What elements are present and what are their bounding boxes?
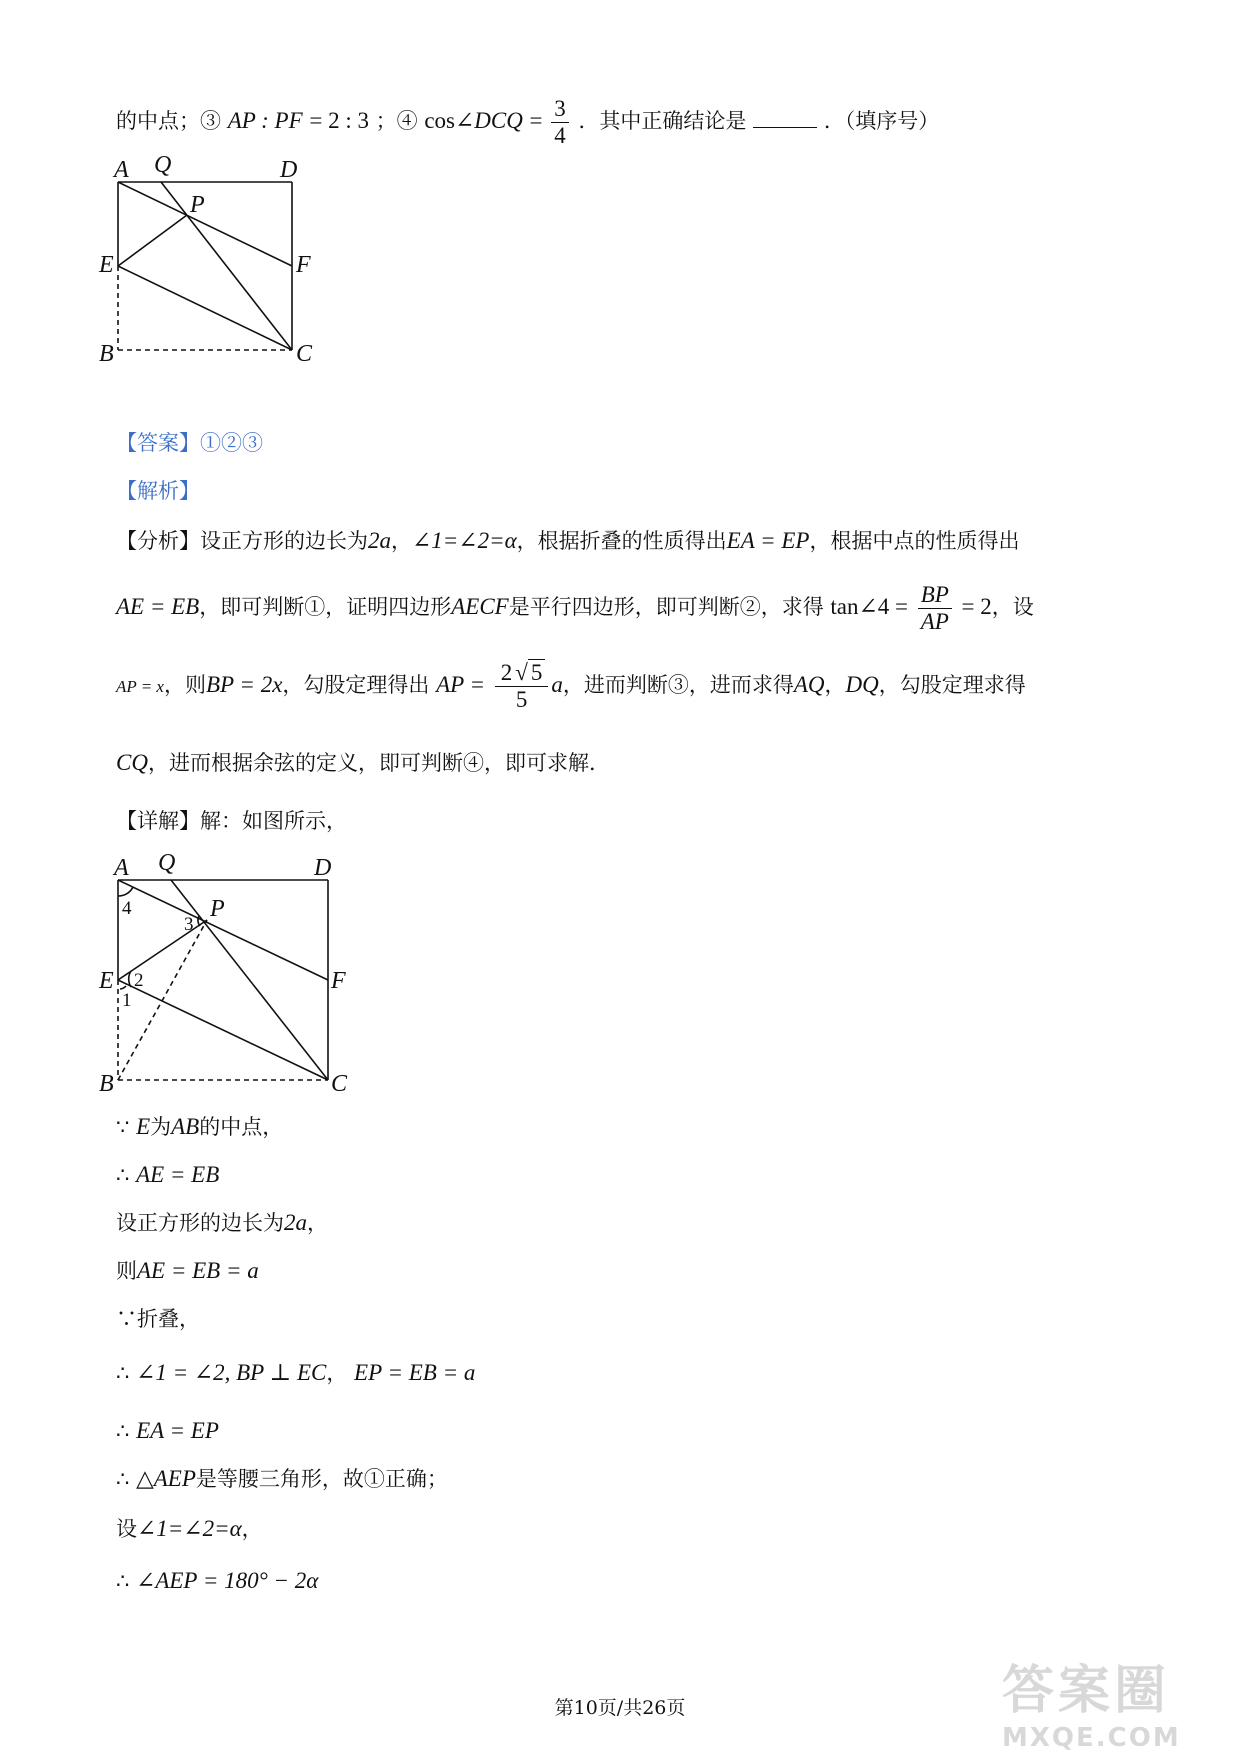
label-p: P — [190, 192, 205, 218]
seg-af — [118, 182, 292, 266]
seg-ec — [118, 980, 328, 1080]
analysis-header-text: 【解析】 — [116, 479, 200, 503]
step-4: 则AE = EB = a — [116, 1258, 259, 1283]
detail-line: 【详解】解：如图所示， — [116, 809, 347, 833]
angle-label-2: 2 — [134, 970, 144, 991]
seg-ec — [118, 266, 292, 350]
analysis-line-3: AP = x，则BP = 2x，勾股定理得出 AP = $\frac{2 √ 5}{5}$ a，进而判断③，进而求得AQ，DQ，勾股定理求得 — [116, 660, 1026, 712]
label-e: E — [99, 252, 114, 278]
detail-tag: 【详解】 — [116, 809, 200, 833]
problem-tail-2: ．（填序号） — [823, 109, 940, 133]
label-b: B — [99, 1071, 114, 1097]
figure-1 — [96, 152, 356, 408]
step-6: ∴ ∠1 = ∠2, BP ⊥ EC， EP = EB = a — [116, 1360, 476, 1385]
label-a: A — [114, 855, 129, 881]
label-d: D — [280, 157, 298, 183]
analysis-line-2: AE = EB，即可判断①，证明四边形AECF是平行四边形，即可判断②，求得 tan∠4 = $\frac{BP}{AP}$ = 2，设 — [116, 582, 1034, 634]
figure-2 — [96, 850, 366, 1098]
answer-tag: 【答案】 — [116, 431, 200, 455]
step-3: 设正方形的边长为2a， — [116, 1210, 328, 1235]
seg-ep — [118, 215, 187, 266]
label-p: P — [210, 896, 225, 922]
angle-label-3: 3 — [184, 914, 194, 935]
label-d: D — [314, 855, 332, 881]
problem-separator: ；④ — [375, 109, 418, 133]
problem-text: 的中点；③ — [116, 109, 221, 133]
step-8: ∴ △AEP是等腰三角形，故①正确； — [116, 1466, 448, 1491]
cos-angle: DCQ — [474, 108, 523, 133]
label-q: Q — [158, 850, 176, 876]
step-2: ∴ AE = EB — [116, 1162, 220, 1187]
cos-word: cos∠ — [424, 108, 475, 133]
seg-af — [118, 880, 328, 980]
step-10: ∴ ∠AEP = 180° − 2α — [116, 1568, 319, 1593]
label-b: B — [99, 341, 114, 367]
watermark-logo: 答案圈 MXQE.COM — [1002, 1661, 1181, 1753]
label-e: E — [99, 968, 114, 994]
label-c: C — [331, 1071, 348, 1097]
seg-qc — [171, 880, 328, 1080]
page-number: 第10页/共26页 — [554, 1697, 686, 1719]
answer-blank — [753, 105, 817, 128]
analysis-header — [116, 476, 200, 506]
seg-qc — [161, 182, 292, 350]
answer-value: ①②③ — [200, 431, 263, 455]
cos-fraction: $\frac{3}{4}$ — [551, 96, 569, 149]
analysis-tag: 【分析】 — [116, 529, 200, 553]
angle-mark-1 — [120, 986, 126, 989]
label-q: Q — [154, 152, 172, 178]
ap-fraction: $\frac{2 √ 5}{5}$ — [495, 660, 549, 713]
label-c: C — [296, 341, 313, 367]
angle-label-4: 4 — [122, 898, 132, 919]
answer-line — [116, 428, 263, 458]
problem-line: 的中点；③ AP : PF = 2 : 3 ；④ cos∠DCQ = $\frac{3}{4}$ ．其中正确结论是 ．（填序号） — [116, 96, 940, 148]
angle-mark-2 — [129, 971, 131, 987]
analysis-line-1: 【分析】设正方形的边长为2a，∠1=∠2=α，根据折叠的性质得出EA = EP，根据中点的性质得出 — [116, 528, 1020, 553]
step-1: ∵ E为AB的中点， — [116, 1114, 284, 1139]
angle-label-1: 1 — [122, 990, 132, 1011]
ratio-value: 2 : 3 — [328, 108, 369, 133]
angle-mark-4 — [118, 887, 133, 896]
seg-ep — [118, 920, 207, 980]
label-a: A — [114, 157, 129, 183]
step-7: ∴ EA = EP — [116, 1418, 219, 1443]
tan-fraction: $\frac{BP}{AP}$ — [918, 582, 952, 635]
step-5: ∵折叠， — [116, 1307, 200, 1331]
label-f: F — [296, 252, 311, 278]
analysis-line-4: CQ，进而根据余弦的定义，即可判断④，即可求解． — [116, 750, 610, 775]
ratio-expression: AP : PF — [227, 108, 303, 133]
label-f: F — [331, 968, 346, 994]
problem-tail: ．其中正确结论是 — [578, 109, 747, 133]
step-9: 设∠1=∠2=α， — [116, 1516, 263, 1541]
